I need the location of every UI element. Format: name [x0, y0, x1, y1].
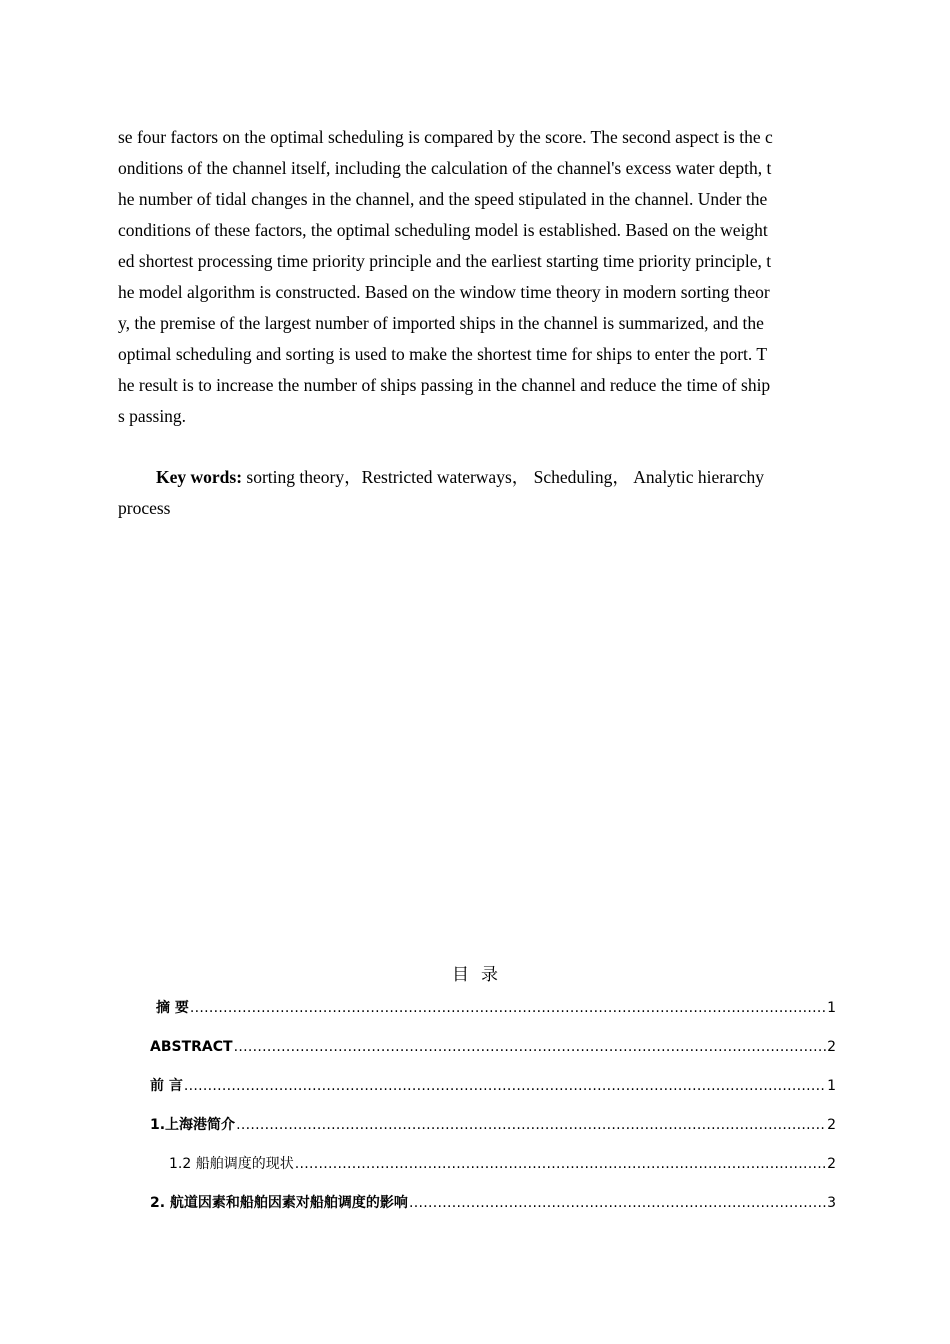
abstract-line: conditions of these factors, the optimal scheduling model is established. Based on the weight — [118, 220, 768, 240]
toc-entry-chapter-1[interactable] — [150, 1113, 836, 1152]
toc-page-number: 2 — [827, 1117, 836, 1133]
toc-entry-abstract-en[interactable] — [150, 1035, 836, 1074]
abstract-line: he result is to increase the number of ships passing in the channel and reduce the time of ship — [118, 375, 771, 395]
toc-title: 目录 — [452, 965, 510, 985]
abstract-line: onditions of the channel itself, including the calculation of the channel's excess water depth, t — [118, 158, 772, 178]
toc-entry-chapter-2[interactable] — [150, 1191, 836, 1230]
toc-entry-label: 2. 航道因素和船舶因素对船舶调度的影响 — [150, 1195, 408, 1211]
toc-entry-label: 1.上海港简介 — [150, 1117, 236, 1133]
toc-page-number: 1 — [827, 1078, 836, 1094]
abstract-line: ed shortest processing time priority principle and the earliest starting time priority principle, t — [118, 251, 772, 271]
toc-entry-label: 前 言 — [150, 1078, 183, 1094]
toc-leader-dots — [295, 1152, 826, 1176]
toc-entry-section-1-2[interactable] — [150, 1152, 836, 1191]
toc-leader-dots — [234, 1035, 827, 1059]
toc-leader-dots — [409, 1191, 826, 1215]
keywords-text: sorting theory，Restricted waterways， Scheduling， Analytic hierarchy — [242, 467, 764, 487]
keywords-label: Key words: — [156, 467, 243, 487]
toc-entry-label: 1.2 船舶调度的现状 — [169, 1156, 294, 1172]
toc-entry-label: ABSTRACT — [150, 1039, 233, 1055]
abstract-line: se four factors on the optimal scheduling is compared by the score. The second aspect is the c — [118, 127, 773, 147]
table-of-contents — [150, 996, 836, 1230]
toc-entry-label: 摘 要 — [156, 1000, 189, 1016]
abstract-line: he number of tidal changes in the channel, and the speed stipulated in the channel. Under the — [118, 189, 768, 209]
keywords-paragraph — [118, 462, 836, 524]
toc-leader-dots — [236, 1113, 826, 1137]
toc-leader-dots — [184, 1074, 826, 1098]
toc-page-number: 1 — [827, 1000, 836, 1016]
toc-leader-dots — [190, 996, 826, 1020]
toc-entry-abstract-cn[interactable] — [150, 996, 836, 1035]
toc-page-number: 2 — [827, 1156, 836, 1172]
abstract-line: he model algorithm is constructed. Based on the window time theory in modern sorting theor — [118, 282, 770, 302]
toc-page-number: 3 — [827, 1195, 836, 1211]
keywords-continuation: process — [118, 498, 171, 518]
abstract-body — [118, 122, 836, 432]
abstract-line: optimal scheduling and sorting is used to make the shortest time for ships to enter the port. T — [118, 344, 768, 364]
abstract-line: s passing. — [118, 406, 187, 426]
abstract-line: y, the premise of the largest number of imported ships in the channel is summarized, and the — [118, 313, 764, 333]
toc-page-number: 2 — [827, 1039, 836, 1055]
toc-entry-preface[interactable] — [150, 1074, 836, 1113]
keywords-first-line — [118, 462, 836, 493]
